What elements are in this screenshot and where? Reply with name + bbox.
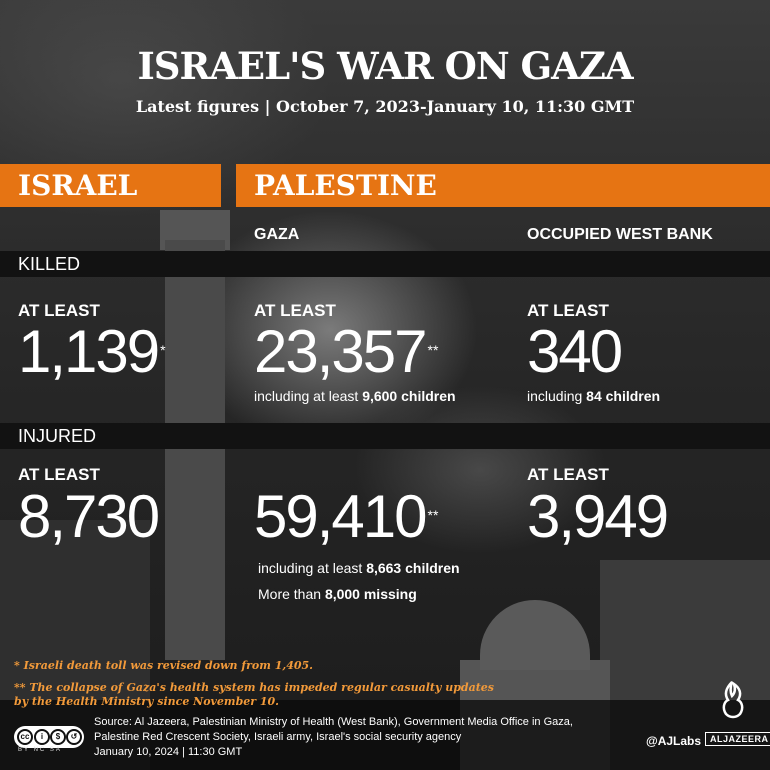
cc-nc-icon: $ <box>50 729 66 745</box>
gaza-injured-children-count: 8,663 children <box>366 560 460 576</box>
gaza-killed-value: 23,357 <box>254 318 426 385</box>
gaza-killed-at-least: AT LEAST <box>254 301 336 320</box>
gaza-killed-footnote-mark: ** <box>427 342 439 358</box>
cc-by-icon: i <box>34 729 50 745</box>
source-line-1: Source: Al Jazeera, Palestinian Ministry of Health (West Bank), Government Media Office in Gaza, <box>94 716 573 728</box>
west-bank-killed-children-note <box>527 388 660 404</box>
cc-sa-icon: ↺ <box>66 729 82 745</box>
gaza-killed-note-prefix: including at least <box>254 388 363 404</box>
injured-section-bar: INJURED <box>0 423 770 449</box>
aljazeera-badge: ALJAZEERA <box>705 732 770 746</box>
gaza-missing-note-prefix: More than <box>258 586 325 602</box>
israel-killed-value: 1,139 <box>18 318 159 385</box>
creative-commons-icon <box>14 726 84 748</box>
cc-icon: cc <box>17 729 33 745</box>
israel-injured-figure <box>18 483 159 550</box>
gaza-injured-figure <box>254 483 439 550</box>
page-title: ISRAEL'S WAR ON GAZA <box>137 44 633 88</box>
west-bank-killed-children-count: 84 children <box>586 388 661 404</box>
footnote-gaza-health-line1: ** The collapse of Gaza's health system has impeded regular casualty updates <box>14 681 494 694</box>
gaza-killed-children-count: 9,600 children <box>362 388 456 404</box>
israel-killed-figure <box>18 318 166 385</box>
west-bank-killed-value: 340 <box>527 318 622 385</box>
west-bank-killed-figure <box>527 318 622 385</box>
aljazeera-logo-icon <box>712 680 752 720</box>
gaza-injured-children-note <box>258 560 460 576</box>
killed-section-bar: KILLED <box>0 251 770 277</box>
west-bank-column-header: OCCUPIED WEST BANK <box>527 226 713 243</box>
background-mosque-dome <box>480 600 590 670</box>
source-date: January 10, 2024 | 11:30 GMT <box>94 746 243 758</box>
israel-injured-value: 8,730 <box>18 483 159 550</box>
ajlabs-handle: @AJLabs <box>646 734 702 748</box>
source-text <box>94 715 634 760</box>
gaza-killed-children-note <box>254 388 456 404</box>
west-bank-injured-figure <box>527 483 668 550</box>
west-bank-injured-at-least: AT LEAST <box>527 465 609 484</box>
gaza-missing-count: 8,000 missing <box>324 586 417 602</box>
gaza-injured-note-prefix: including at least <box>258 560 367 576</box>
background-minaret <box>165 240 225 660</box>
gaza-column-header: GAZA <box>254 226 300 243</box>
source-line-2: Palestine Red Crescent Society, Israeli army, Israel's social security agency <box>94 731 462 743</box>
footnote-gaza-health-line2: by the Health Ministry since November 10. <box>14 695 280 708</box>
gaza-missing-note <box>258 586 417 602</box>
cc-license-labels: BY NC SA <box>18 747 62 753</box>
gaza-injured-footnote-mark: ** <box>427 507 439 523</box>
gaza-killed-figure <box>254 318 439 385</box>
footnote-israel-revision: * Israeli death toll was revised down from 1,405. <box>14 659 313 672</box>
gaza-injured-value: 59,410 <box>254 483 426 550</box>
west-bank-killed-at-least: AT LEAST <box>527 301 609 320</box>
israel-header: ISRAEL <box>0 164 221 207</box>
palestine-header: PALESTINE <box>236 164 770 207</box>
west-bank-killed-note-prefix: including <box>527 388 587 404</box>
israel-killed-at-least: AT LEAST <box>18 301 100 320</box>
israel-killed-footnote-mark: * <box>160 342 166 358</box>
west-bank-injured-value: 3,949 <box>527 483 668 550</box>
israel-injured-at-least: AT LEAST <box>18 465 100 484</box>
page-subtitle: Latest figures | October 7, 2023-January 10, 11:30 GMT <box>135 97 635 116</box>
